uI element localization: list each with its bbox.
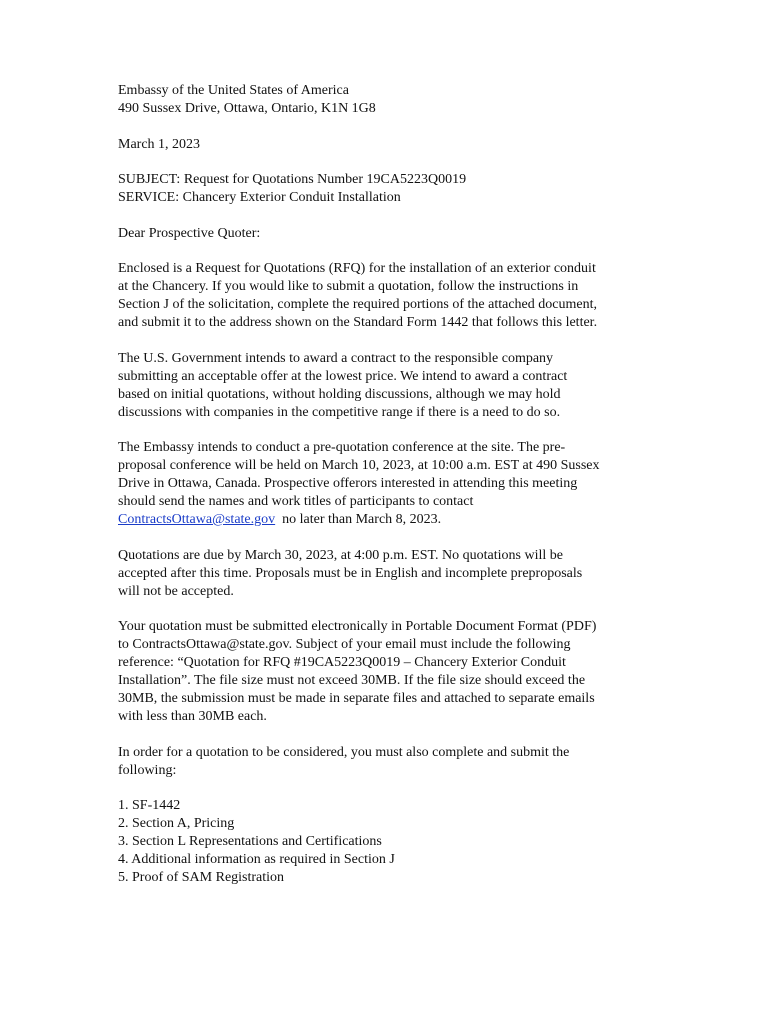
- spacer: [118, 780, 648, 798]
- spacer: [118, 422, 648, 440]
- paragraph-line: reference: “Quotation for RFQ #19CA5223Q0019 – Chancery Exterior Conduit: [118, 655, 566, 670]
- letter-body: [118, 82, 648, 887]
- requirements-list: [118, 797, 648, 887]
- subject-block: [118, 171, 648, 207]
- letterhead: [118, 82, 648, 118]
- list-item: 2. Section A, Pricing: [118, 816, 235, 831]
- list-item: 4. Additional information as required in Section J: [118, 852, 395, 867]
- paragraph-line: based on initial quotations, without holding discussions, although we may hold: [118, 386, 561, 402]
- list-item: 3. Section L Representations and Certifications: [118, 834, 382, 849]
- letter-date-block: [118, 136, 648, 154]
- spacer: [118, 332, 648, 350]
- paragraph-deadline: [118, 547, 648, 601]
- paragraph-line: to ContractsOttawa@state.gov. Subject of your email must include the following: [118, 637, 571, 652]
- contracts-email-link[interactable]: ContractsOttawa@state.gov: [118, 512, 276, 527]
- paragraph-line: following:: [118, 762, 177, 778]
- paragraph-conference: [118, 439, 648, 529]
- spacer: [118, 243, 648, 261]
- paragraph-line: [118, 511, 648, 529]
- spacer: [118, 207, 648, 225]
- paragraph-line: The Embassy intends to conduct a pre-quotation conference at the site. The pre-: [118, 440, 566, 455]
- paragraph-line: In order for a quotation to be considered, you must also complete and submit the: [118, 744, 570, 760]
- list-item: 5. Proof of SAM Registration: [118, 870, 285, 885]
- paragraph-line: should send the names and work titles of participants to contact: [118, 494, 474, 509]
- paragraph-award: [118, 350, 648, 422]
- salutation: Dear Prospective Quoter:: [118, 225, 261, 241]
- paragraph-line: accepted after this time. Proposals must be in English and incomplete preproposals: [118, 565, 583, 581]
- spacer: [118, 726, 648, 744]
- letterhead-organization: Embassy of the United States of America: [118, 83, 349, 98]
- paragraph-line: Installation”. The file size must not exceed 30MB. If the file size should exceed the: [118, 673, 586, 688]
- paragraph-rfq-intro: [118, 260, 648, 332]
- paragraph-line: Enclosed is a Request for Quotations (RFQ) for the installation of an exterior conduit: [118, 261, 596, 276]
- letter-date: March 1, 2023: [118, 136, 201, 152]
- paragraph-line: will not be accepted.: [118, 583, 234, 599]
- paragraph-line: with less than 30MB each.: [118, 709, 267, 724]
- letterhead-address: 490 Sussex Drive, Ottawa, Ontario, K1N 1G8: [118, 101, 376, 116]
- subject-line: SUBJECT: Request for Quotations Number 19CA5223Q0019: [118, 172, 467, 187]
- spacer: [118, 154, 648, 172]
- spacer: [118, 529, 648, 547]
- paragraph-requirements-intro: [118, 744, 648, 780]
- paragraph-line: Drive in Ottawa, Canada. Prospective offerors interested in attending this meeting: [118, 476, 578, 491]
- paragraph-line: 30MB, the submission must be made in separate files and attached to separate emails: [118, 691, 595, 706]
- paragraph-line: Quotations are due by March 30, 2023, at 4:00 p.m. EST. No quotations will be: [118, 547, 563, 563]
- salutation-block: [118, 225, 648, 243]
- paragraph-line: Section J of the solicitation, complete the required portions of the attached document,: [118, 297, 597, 312]
- paragraph-line: submitting an acceptable offer at the lowest price. We intend to award a contract: [118, 368, 568, 384]
- paragraph-line: and submit it to the address shown on the Standard Form 1442 that follows this letter.: [118, 315, 598, 330]
- paragraph-line: at the Chancery. If you would like to submit a quotation, follow the instructions in: [118, 279, 579, 294]
- service-line: SERVICE: Chancery Exterior Conduit Installation: [118, 190, 401, 205]
- paragraph-line: The U.S. Government intends to award a contract to the responsible company: [118, 350, 554, 366]
- paragraph-line: Your quotation must be submitted electronically in Portable Document Format (PDF): [118, 619, 597, 634]
- paragraph-line: discussions with companies in the competitive range if there is a need to do so.: [118, 404, 561, 420]
- list-item: 1. SF-1442: [118, 798, 181, 813]
- paragraph-line-tail: no later than March 8, 2023.: [275, 512, 442, 527]
- paragraph-line: proposal conference will be held on March 10, 2023, at 10:00 a.m. EST at 490 Sussex: [118, 458, 600, 473]
- spacer: [118, 601, 648, 619]
- paragraph-submission: [118, 618, 648, 726]
- spacer: [118, 118, 648, 136]
